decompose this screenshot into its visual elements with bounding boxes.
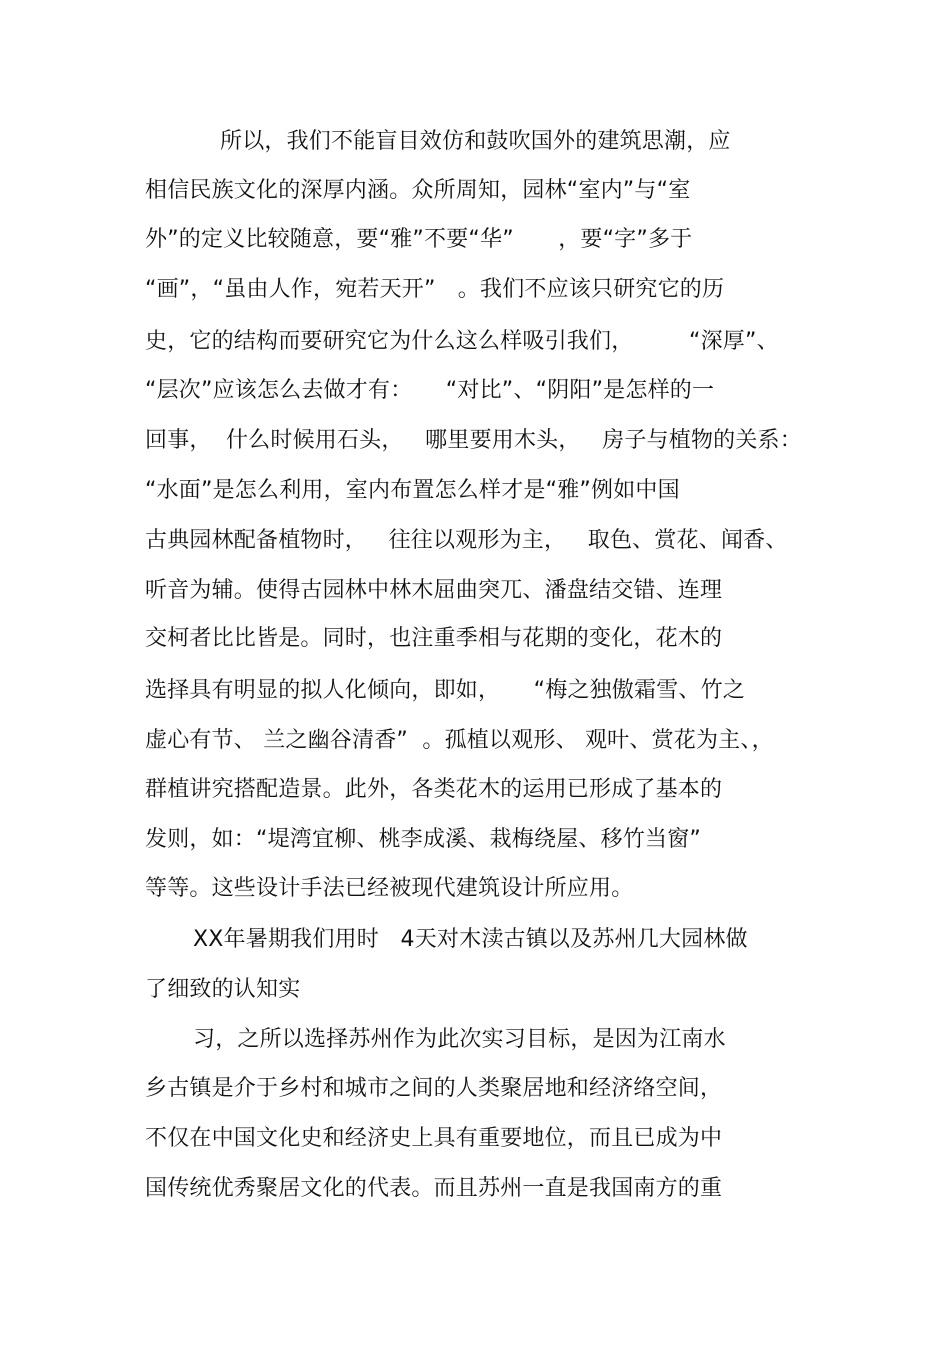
text-line-3: 外”的定义比较随意，要“雅”不要“华” ，要“字”多于: [145, 227, 693, 252]
text-line-15: 发则，如：“堤湾宜柳、桃李成溪、栽梅绕屋、移竹当窗”: [145, 827, 701, 852]
text-line-20: 乡古镇是介于乡村和城市之间的人类聚居地和经济络空间，: [145, 1076, 723, 1101]
text-line-12: 选择具有明显的拟人化倾向，即如， “梅之独傲霜雪、竹之: [145, 678, 745, 703]
text-line-4: “画”，“虽由人作，宛若天开” 。我们不应该只研究它的历: [145, 277, 725, 302]
text-line-13: 虚心有节、 兰之幽谷清香” 。孤植以观形、 观叶、赏花为主、，: [145, 728, 774, 753]
text-line-17: XX年暑期我们用时 4天对木渎古镇以及苏州几大园林做: [193, 927, 748, 952]
text-line-6: “层次”应该怎么去做才有： “对比”、“阴阳”是怎样的一: [145, 378, 715, 403]
text-line-7: 回事， 什么时候用石头， 哪里要用木头， 房子与植物的关系：: [145, 428, 802, 453]
text-line-19: 习，之所以选择苏州作为此次实习目标，是因为江南水: [193, 1027, 726, 1052]
text-line-16: 等等。这些设计手法已经被现代建筑设计所应用。: [145, 876, 634, 901]
text-line-18: 了细致的认知实: [145, 977, 301, 1002]
text-line-8: “水面”是怎么利用，室内布置怎么样才是“雅”例如中国: [145, 478, 680, 503]
text-line-5: 史，它的结构而要研究它为什么这么样吸引我们， “深厚”、: [145, 329, 779, 354]
text-line-9: 古典园林配备植物时， 往往以观形为主， 取色、赏花、闻香、: [145, 528, 788, 553]
text-line-11: 交柯者比比皆是。同时，也注重季相与花期的变化，花木的: [145, 626, 723, 651]
text-line-22: 国传统优秀聚居文化的代表。而且苏州一直是我国南方的重: [145, 1176, 723, 1201]
text-line-2: 相信民族文化的深厚内涵。众所周知，园林“室内”与“室: [145, 178, 691, 203]
text-line-14: 群植讲究搭配造景。此外，各类花木的运用已形成了基本的: [145, 777, 723, 802]
text-line-1: 所以，我们不能盲目效仿和鼓吹国外的建筑思潮，应: [220, 129, 731, 154]
text-line-10: 听音为辅。使得古园林中林木屈曲突兀、潘盘结交错、连理: [145, 578, 723, 603]
text-line-21: 不仅在中国文化史和经济史上具有重要地位，而且已成为中: [145, 1126, 723, 1151]
